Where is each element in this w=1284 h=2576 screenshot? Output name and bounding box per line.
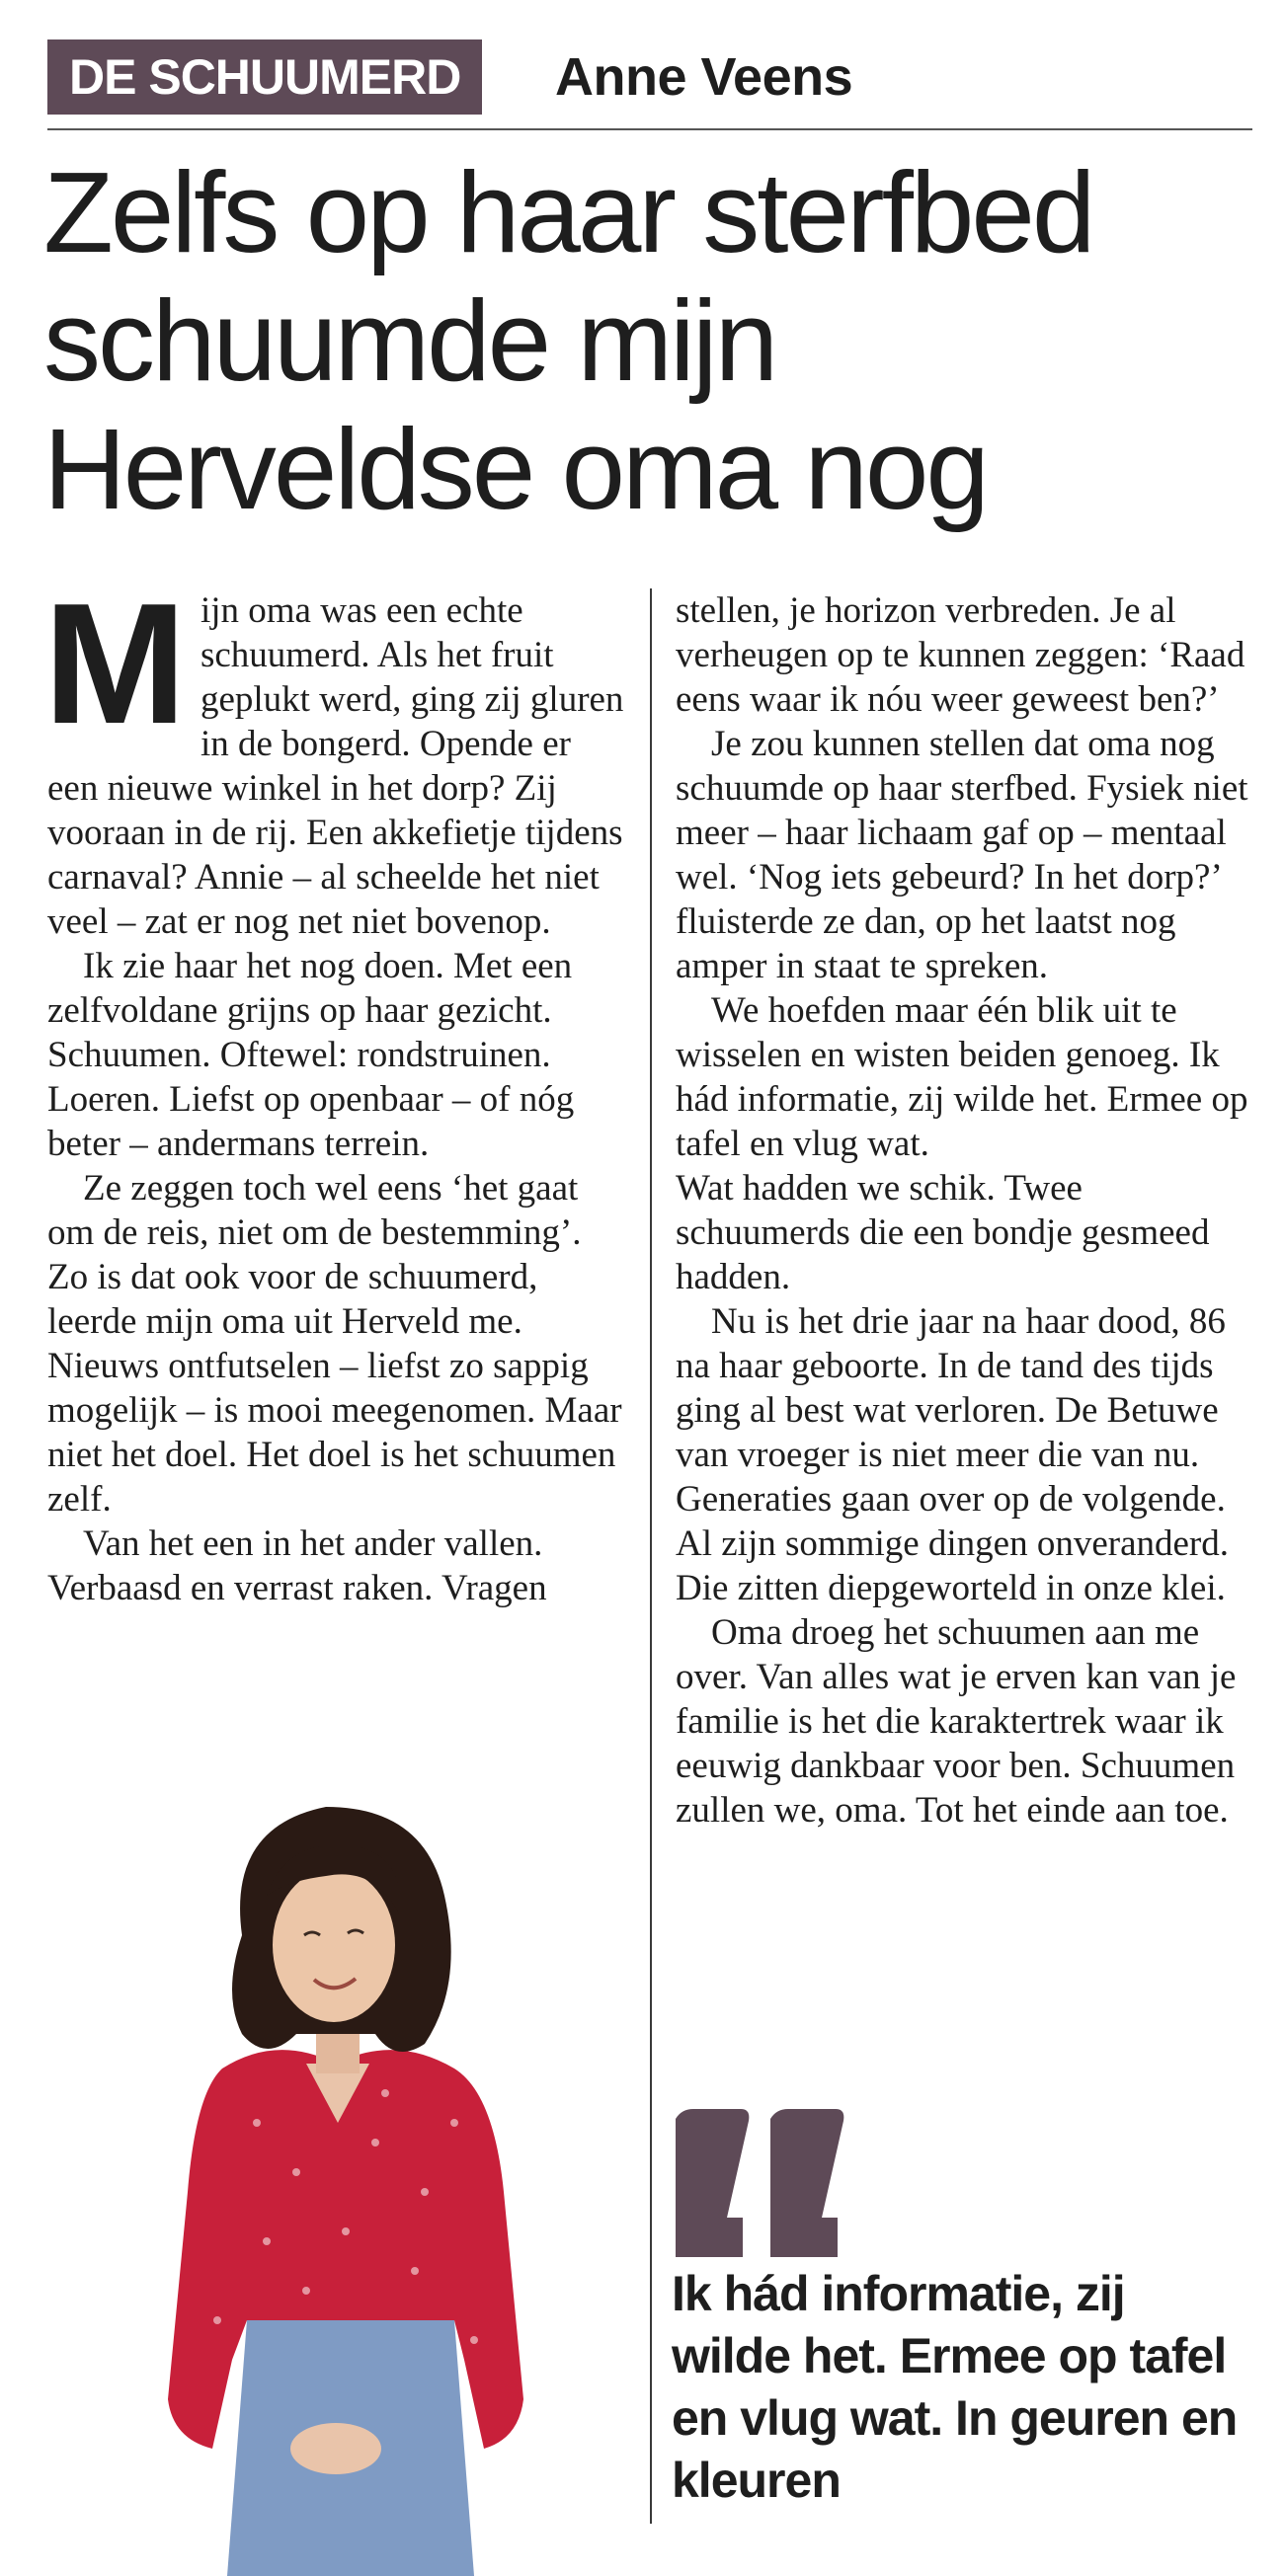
paragraph: Wat hadden we schik. Twee schuumerds die een bondje gesmeed hadden. xyxy=(676,1168,1210,1297)
quote-icon xyxy=(672,2109,845,2257)
article-column-2 xyxy=(676,588,1258,1833)
column-header xyxy=(47,38,1252,130)
section-label: DE SCHUUMERD xyxy=(47,39,482,115)
paragraph: stellen, je horizon verbreden. Je al verheugen op te kunnen zeggen: ‘Raad eens waar ik nóu weer geweest ben?’ xyxy=(676,590,1245,720)
drop-cap: M xyxy=(43,567,187,759)
paragraph: Je zou kunnen stellen dat oma nog schuumde op haar sterfbed. Fysiek niet meer – haar lichaam gaf op – mentaal wel. ‘Nog iets gebeurd? In het dorp?’ fluisterde ze dan, op het laatst nog amper in staat te spreken. xyxy=(676,724,1248,986)
paragraph: Nu is het drie jaar na haar dood, 86 na haar geboorte. In de tand des tijds ging al best wat verloren. De Betuwe van vroeger is niet meer die van nu. Generaties gaan over op de volgende. Al zijn sommige dingen onveranderd. Die zitten diepgeworteld in onze klei. xyxy=(676,1301,1230,1608)
paragraph: Ze zeggen toch wel eens ‘het gaat om de reis, niet om de bestemming’. Zo is dat ook voor de schuumerd, leerde mijn oma uit Herveld me. Nieuws ontfutselen – liefst zo sappig mogelijk – is mooi meegenomen. Maar niet het doel. Het doel is het schuumen zelf. xyxy=(47,1168,622,1520)
column-divider xyxy=(650,588,652,2524)
pull-quote: Ik hád informatie, zij wilde het. Ermee op tafel en vlug wat. In geuren en kleuren xyxy=(672,2266,1238,2508)
author-name: Anne Veens xyxy=(555,47,853,107)
headline: Zelfs op haar sterfbed schuumde mijn Herveldse oma nog xyxy=(43,148,1093,533)
paragraph: ijn oma was een echte schuumerd. Als het fruit geplukt werd, ging zij gluren in de bongerd. Opende er een nieuwe winkel in het dorp? Zij vooraan in de rij. Een akkefietje tijdens carnaval? Annie – al scheelde het niet veel – zat er nog net niet bovenop. xyxy=(47,590,624,942)
paragraph: Van het een in het ander vallen. Verbaasd en verrast raken. Vragen xyxy=(47,1523,547,1608)
paragraph: Ik zie haar het nog doen. Met een zelfvoldane grijns op haar gezicht. Schuumen. Oftewel: rondstruinen. Loeren. Liefst op openbaar – of nóg beter – andermans terrein. xyxy=(47,946,575,1164)
paragraph: We hoefden maar één blik uit te wisselen en wisten beiden genoeg. Ik hád informatie, zij wilde het. Ermee op tafel en vlug wat. xyxy=(676,990,1248,1164)
author-photo xyxy=(128,1767,543,2576)
article-column-1 xyxy=(43,567,625,1610)
paragraph: Oma droeg het schuumen aan me over. Van alles wat je erven kan van je familie is het die karaktertrek waar ik eeuwig dankbaar voor ben. Schuumen zullen we, oma. Tot het einde aan toe. xyxy=(676,1612,1237,1831)
